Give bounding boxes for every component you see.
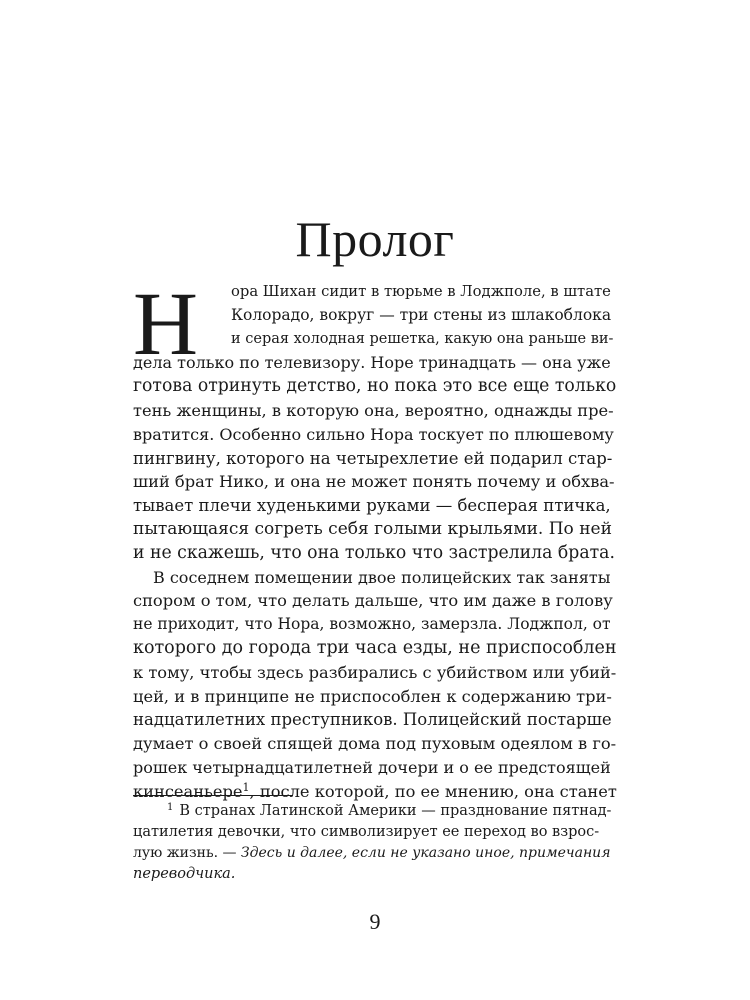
body-line: и серая холодная решетка, какую она раньше ви- <box>231 330 614 347</box>
body-line: к тому, чтобы здесь разбирались с убийством или убий- <box>133 662 617 682</box>
body-line: пытающаяся согреть себя голыми крыльями. По ней <box>133 518 612 539</box>
footnote-line: цатилетия девочки, что символизирует ее переход во взрос- <box>133 824 600 840</box>
drop-cap-letter: Н <box>133 275 198 374</box>
body-line-last-text: кинсеаньере <box>133 781 243 801</box>
body-line: не приходит, что Нора, возможно, замерзла. Лоджпол, от <box>133 615 611 634</box>
footnote-divider <box>133 795 293 796</box>
footnote-text: лую жизнь. — <box>133 845 241 861</box>
body-line: надцатилетних преступников. Полицейский постарше <box>133 710 612 730</box>
chapter-title: Пролог <box>295 210 455 267</box>
body-text <box>133 275 617 804</box>
body-line-last-rest: , после которой, по ее мнению, она станет <box>249 781 617 801</box>
body-line-last <box>133 780 617 804</box>
footnote-text: В странах Латинской Америки — празднование пятнад- <box>179 803 612 819</box>
footnote-translator-note: Здесь и далее, если не указано иное, примечания <box>240 845 611 861</box>
body-line: готова отринуть детство, но пока это все еще только <box>133 376 617 397</box>
body-line: рошек четырнадцатилетней дочери и о ее предстоящей <box>133 757 611 777</box>
body-line: ора Шихан сидит в тюрьме в Лоджполе, в штате <box>231 283 611 300</box>
body-line: тывает плечи худенькими руками — бесперая птичка, <box>133 496 611 516</box>
body-line: и не скажешь, что она только что застрелила брата. <box>133 542 615 563</box>
footnote-reference[interactable]: 1 <box>242 780 250 794</box>
body-line: вратится. Особенно сильно Нора тоскует по плюшевому <box>133 424 614 444</box>
page-number: 9 <box>369 909 381 934</box>
body-line: В соседнем помещении двое полицейских так заняты <box>153 567 611 587</box>
body-line: пингвину, которого на четырехлетие ей подарил стар- <box>133 448 613 468</box>
body-line: спором о том, что делать дальше, что им даже в голову <box>133 591 613 611</box>
body-line: дела только по телевизору. Норе тринадцать — она уже <box>133 353 611 373</box>
footnote-marker: 1 <box>167 802 174 813</box>
body-line: ший брат Нико, и она не может понять почему и обхва- <box>133 472 615 492</box>
body-line: цей, и в принципе не приспособлен к содержанию три- <box>133 686 612 706</box>
body-line: Колорадо, вокруг — три стены из шлакоблока <box>231 305 612 324</box>
footnote <box>133 801 617 885</box>
footnote-line <box>133 843 617 864</box>
body-line: тень женщины, в которую она, вероятно, однажды пре- <box>133 400 614 420</box>
body-line: которого до города три часа езды, не приспособлен <box>133 637 617 658</box>
footnote-line: переводчика. <box>133 866 236 882</box>
body-line: думает о своей спящей дома под пуховым одеялом в го- <box>133 734 617 754</box>
footnote-line <box>133 801 617 822</box>
